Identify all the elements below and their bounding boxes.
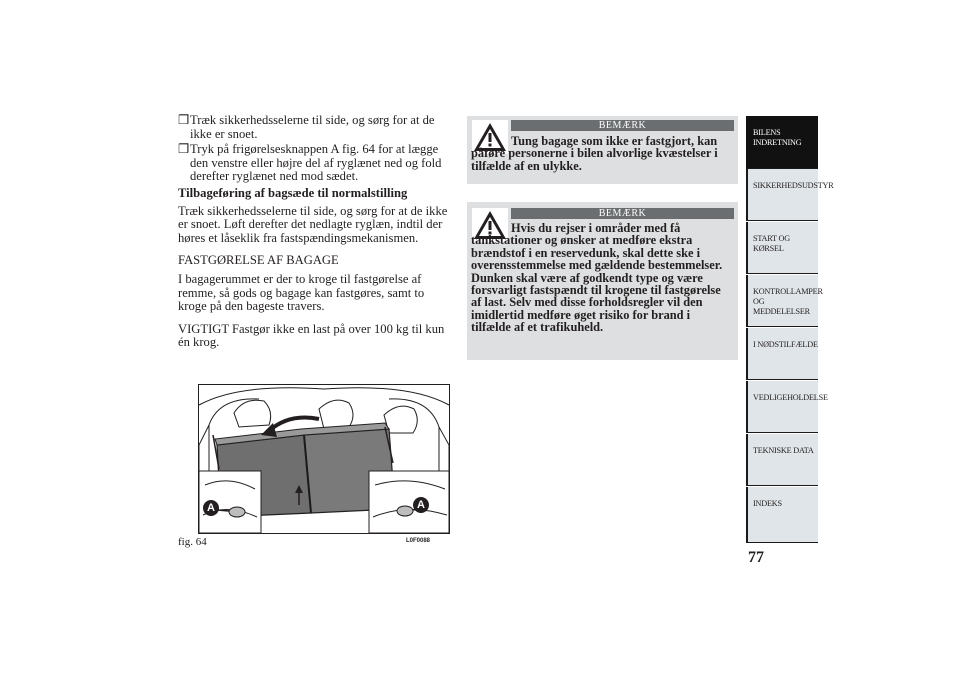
tab-sikkerhedsudstyr[interactable]: SIKKERHEDSUDSTYR [746, 169, 818, 221]
tab-indeks[interactable]: INDEKS [746, 487, 818, 543]
bullet-item [178, 143, 450, 184]
checkbox-bullet-icon: ❒ [178, 142, 190, 157]
paragraph: VIGTIGT Fastgør ikke en last på over 100 kg til kun én krog. [178, 321, 445, 350]
label-a-right: A [413, 497, 429, 513]
note-text: Tung bagage som ikke er fastgjort, kan påføre personerne i bilen alvorlige kvæstelser i tilfælde af en ulykke. [471, 134, 718, 173]
bullet-item [178, 114, 450, 141]
subheading: Tilbageføring af bagsæde til normalstilling [178, 185, 408, 200]
body-text-column [178, 114, 450, 350]
bullet-text: Træk sikkerhedsselerne til side, og sørg for at de ikke er snoet. [190, 113, 435, 141]
tab-i-nodstilfaelde[interactable]: I NØDSTILFÆLDE [746, 328, 818, 380]
tab-start-og-korsel[interactable]: START OG KØRSEL [746, 222, 818, 274]
note-text: Hvis du rejser i områder med få tankstationer og ønsker at medføre ekstra brændstof i en reservedunk, skal dette ske i overensstemmelse med gældende bestemmelser. Dunken skal være af godkendt type og være forsvarligt fastspændt til krogene til fastgørelse af last. Selv med disse forholdsregler vil den imidlertid medføre øget risiko for brand i tilfælde af et trafikuheld. [471, 221, 723, 335]
figure-code: L0F0088 [406, 538, 431, 544]
bullet-text: Tryk på frigørelsesknappen A fig. 64 for at lægge den venstre eller højre del af ryglænet ned og fold derefter ryglænet ned mod sædet. [190, 142, 442, 184]
note-heading: BEMÆRK [511, 120, 734, 131]
label-a-left: A [203, 500, 219, 516]
checkbox-bullet-icon: ❒ [178, 113, 190, 127]
page-number: 77 [748, 549, 764, 566]
tab-tekniske-data[interactable]: TEKNISKE DATA [746, 434, 818, 486]
figure-illustration [198, 384, 450, 534]
paragraph: Træk sikkerhedsselerne til side, og sørg for at de ikke er snoet. Løft derefter det nedlagte ryglæn, indtil der høres et låseklik fra fastspændingsmekanismen. [178, 203, 448, 245]
note-heading: BEMÆRK [511, 208, 734, 219]
tab-vedligeholdelse[interactable]: VEDLIGEHOLDELSE [746, 381, 818, 433]
rear-seat-illustration [199, 385, 449, 533]
tab-bilens-indretning[interactable]: BILENS INDRETNING [746, 116, 818, 169]
figure-caption: fig. 64 [178, 536, 207, 548]
section-heading: FASTGØRELSE AF BAGAGE [178, 253, 339, 268]
paragraph: I bagagerummet er der to kroge til fastgørelse af remme, så gods og bagage kan fastgøres, samt to kroge på den bageste travers. [178, 271, 425, 314]
tab-kontrollamper[interactable]: KONTROLLAMPER OG MEDDELELSER [746, 275, 818, 327]
